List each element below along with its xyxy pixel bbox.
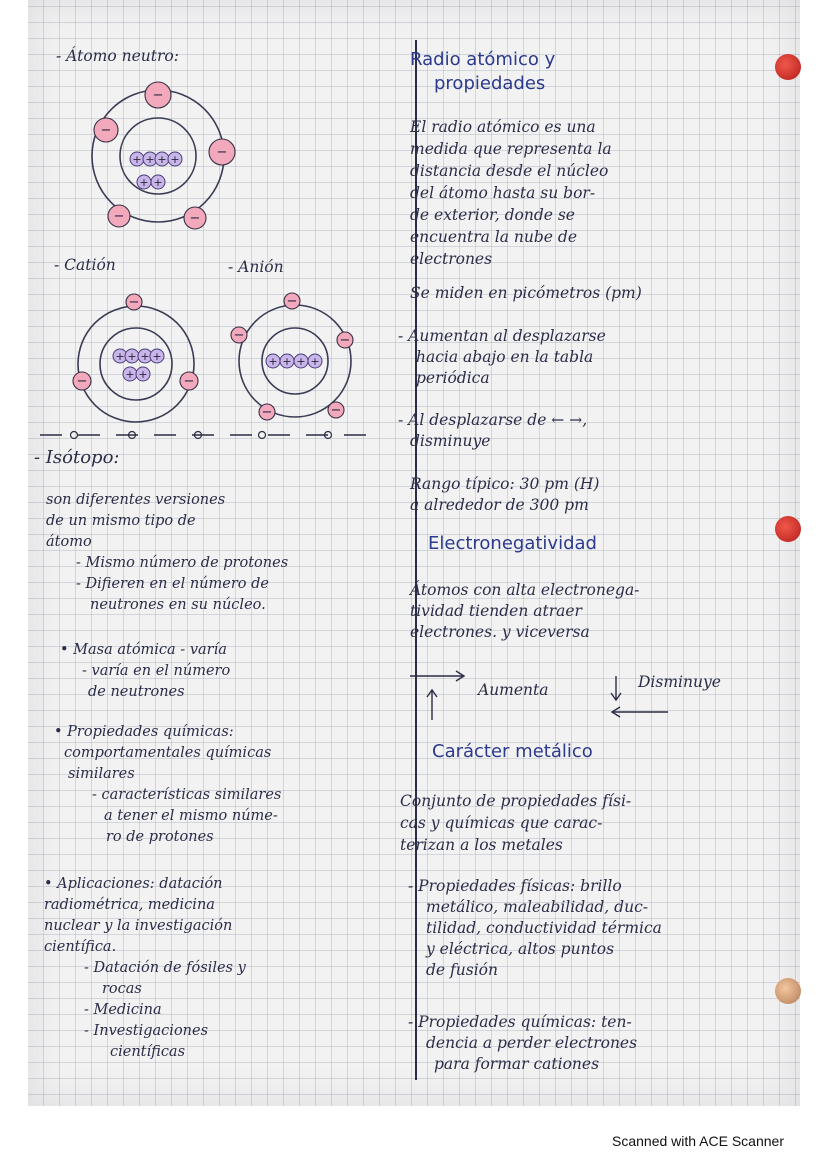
isotope-points bbox=[76, 553, 288, 616]
text-line: de un mismo tipo de bbox=[46, 513, 196, 529]
text-line: El radio atómico es una bbox=[410, 118, 596, 136]
title-line: Radio atómico y bbox=[410, 49, 556, 70]
text-line: comportamentales químicas bbox=[64, 745, 272, 761]
isotope-heading: - Isótopo: bbox=[34, 447, 120, 468]
electron-symbol: − bbox=[233, 328, 245, 343]
increase-down-note bbox=[398, 326, 606, 389]
text-line: - varía en el número bbox=[82, 663, 231, 679]
decrease-right-note bbox=[398, 410, 587, 452]
electron-symbol: − bbox=[216, 145, 228, 160]
binder-hole bbox=[775, 978, 801, 1004]
metallic-physical-properties bbox=[408, 876, 662, 981]
text-line: disminuye bbox=[410, 432, 491, 450]
text-line: - Investigaciones bbox=[84, 1023, 209, 1039]
electron-symbol: − bbox=[261, 405, 273, 420]
increases-label: Aumenta bbox=[478, 681, 549, 699]
text-line: radiométrica, medicina bbox=[44, 897, 215, 913]
title-line: propiedades bbox=[434, 73, 546, 94]
text-line: - características similares bbox=[92, 787, 282, 803]
text-line: nuclear y la investigación bbox=[44, 918, 233, 934]
metallic-chemical-properties bbox=[408, 1012, 637, 1075]
text-line: • Propiedades químicas: bbox=[54, 724, 234, 740]
text-line: de exterior, donde se bbox=[410, 206, 575, 224]
electronegativity-text bbox=[410, 580, 639, 643]
electron-symbol: − bbox=[286, 294, 298, 309]
cation-diagram bbox=[68, 288, 208, 428]
text-line: - Datación de fósiles y bbox=[84, 960, 246, 976]
atomic-mass-notes bbox=[60, 640, 230, 703]
anion-label: - Anión bbox=[228, 258, 284, 276]
text-line: • Aplicaciones: datación bbox=[44, 876, 223, 892]
proton-symbol: + bbox=[125, 368, 135, 381]
text-line: periódica bbox=[416, 369, 490, 387]
text-line: son diferentes versiones bbox=[46, 492, 226, 508]
text-line: - Mismo número de protones bbox=[76, 555, 289, 571]
text-line: - Medicina bbox=[84, 1002, 162, 1018]
text-line: neutrones en su núcleo. bbox=[90, 597, 266, 613]
text-line: electrones. y viceversa bbox=[410, 623, 590, 641]
atomic-radius-definition bbox=[410, 116, 612, 270]
neutral-atom-diagram bbox=[80, 70, 250, 240]
proton-symbol: + bbox=[282, 355, 292, 368]
proton-symbol: + bbox=[132, 153, 142, 166]
text-line: y eléctrica, altos puntos bbox=[426, 940, 615, 958]
electron-symbol: − bbox=[76, 374, 88, 389]
electron-symbol: − bbox=[330, 403, 342, 418]
text-line: de fusión bbox=[426, 961, 498, 979]
text-line: para formar cationes bbox=[434, 1055, 600, 1073]
measured-in-picometers: Se miden en picómetros (pm) bbox=[410, 284, 642, 302]
text-line: a alrededor de 300 pm bbox=[410, 496, 589, 514]
text-line: medida que representa la bbox=[410, 140, 612, 158]
proton-symbol: + bbox=[268, 355, 278, 368]
text-line: ro de protones bbox=[106, 829, 214, 845]
proton-symbol: + bbox=[296, 355, 306, 368]
cation-label: - Catión bbox=[54, 256, 116, 274]
text-line: científica. bbox=[44, 939, 117, 955]
text-line: cas y químicas que carac- bbox=[400, 814, 603, 832]
scanner-watermark: Scanned with ACE Scanner bbox=[612, 1133, 784, 1149]
text-line: - Aumentan al desplazarse bbox=[398, 327, 606, 345]
text-line: hacia abajo en la tabla bbox=[416, 348, 594, 366]
proton-symbol: + bbox=[170, 153, 180, 166]
text-line: metálico, maleabilidad, duc- bbox=[426, 898, 648, 916]
neutral-atom-heading: - Átomo neutro: bbox=[56, 47, 179, 65]
proton-symbol: + bbox=[310, 355, 320, 368]
text-line: electrones bbox=[410, 250, 493, 268]
proton-symbol: + bbox=[140, 350, 150, 363]
text-line: dencia a perder electrones bbox=[426, 1034, 638, 1052]
text-line: Átomos con alta electronega- bbox=[410, 581, 640, 599]
text-line: similares bbox=[68, 766, 135, 782]
electron-symbol: − bbox=[100, 123, 112, 138]
text-line: a tener el mismo núme- bbox=[104, 808, 278, 824]
proton-symbol: + bbox=[138, 368, 148, 381]
isotope-definition bbox=[46, 490, 225, 553]
binder-hole bbox=[775, 516, 801, 542]
chemical-properties-notes bbox=[54, 722, 281, 848]
text-line: Rango típico: 30 pm (H) bbox=[410, 475, 600, 493]
text-line: rocas bbox=[102, 981, 142, 997]
metallic-character-title: Carácter metálico bbox=[432, 741, 593, 762]
proton-symbol: + bbox=[145, 153, 155, 166]
proton-symbol: + bbox=[139, 176, 149, 189]
anion-diagram bbox=[225, 285, 375, 425]
typical-range-note bbox=[410, 474, 599, 516]
text-line: • Masa atómica - varía bbox=[60, 642, 227, 658]
electron-symbol: − bbox=[189, 211, 201, 226]
atomic-radius-title bbox=[410, 48, 555, 96]
text-line: - Propiedades químicas: ten- bbox=[408, 1013, 632, 1031]
text-line: - Al desplazarse de ← →, bbox=[398, 411, 588, 429]
proton-symbol: + bbox=[152, 350, 162, 363]
proton-symbol: + bbox=[115, 350, 125, 363]
binder-hole bbox=[775, 54, 801, 80]
text-line: de neutrones bbox=[88, 684, 185, 700]
decreases-label: Disminuye bbox=[638, 673, 721, 691]
text-line: - Propiedades físicas: brillo bbox=[408, 877, 622, 895]
metallic-definition bbox=[400, 790, 631, 856]
text-line: tilidad, conductividad térmica bbox=[426, 919, 662, 937]
electron-symbol: − bbox=[152, 88, 164, 103]
proton-symbol: + bbox=[157, 153, 167, 166]
proton-symbol: + bbox=[153, 176, 163, 189]
text-line: - Difieren en el número de bbox=[76, 576, 269, 592]
text-line: encuentra la nube de bbox=[410, 228, 577, 246]
electron-symbol: − bbox=[113, 209, 125, 224]
text-line: del átomo hasta su bor- bbox=[410, 184, 596, 202]
proton-symbol: + bbox=[127, 350, 137, 363]
electronegativity-title: Electronegatividad bbox=[428, 533, 597, 554]
electron-symbol: − bbox=[128, 295, 140, 310]
text-line: átomo bbox=[46, 534, 92, 550]
applications-notes bbox=[44, 874, 246, 1063]
section-separator bbox=[40, 428, 386, 442]
text-line: tividad tienden atraer bbox=[410, 602, 582, 620]
text-line: terizan a los metales bbox=[400, 836, 563, 854]
text-line: Conjunto de propiedades físi- bbox=[400, 792, 632, 810]
electron-symbol: − bbox=[183, 374, 195, 389]
text-line: científicas bbox=[110, 1044, 186, 1060]
text-line: distancia desde el núcleo bbox=[410, 162, 609, 180]
electron-symbol: − bbox=[339, 333, 351, 348]
